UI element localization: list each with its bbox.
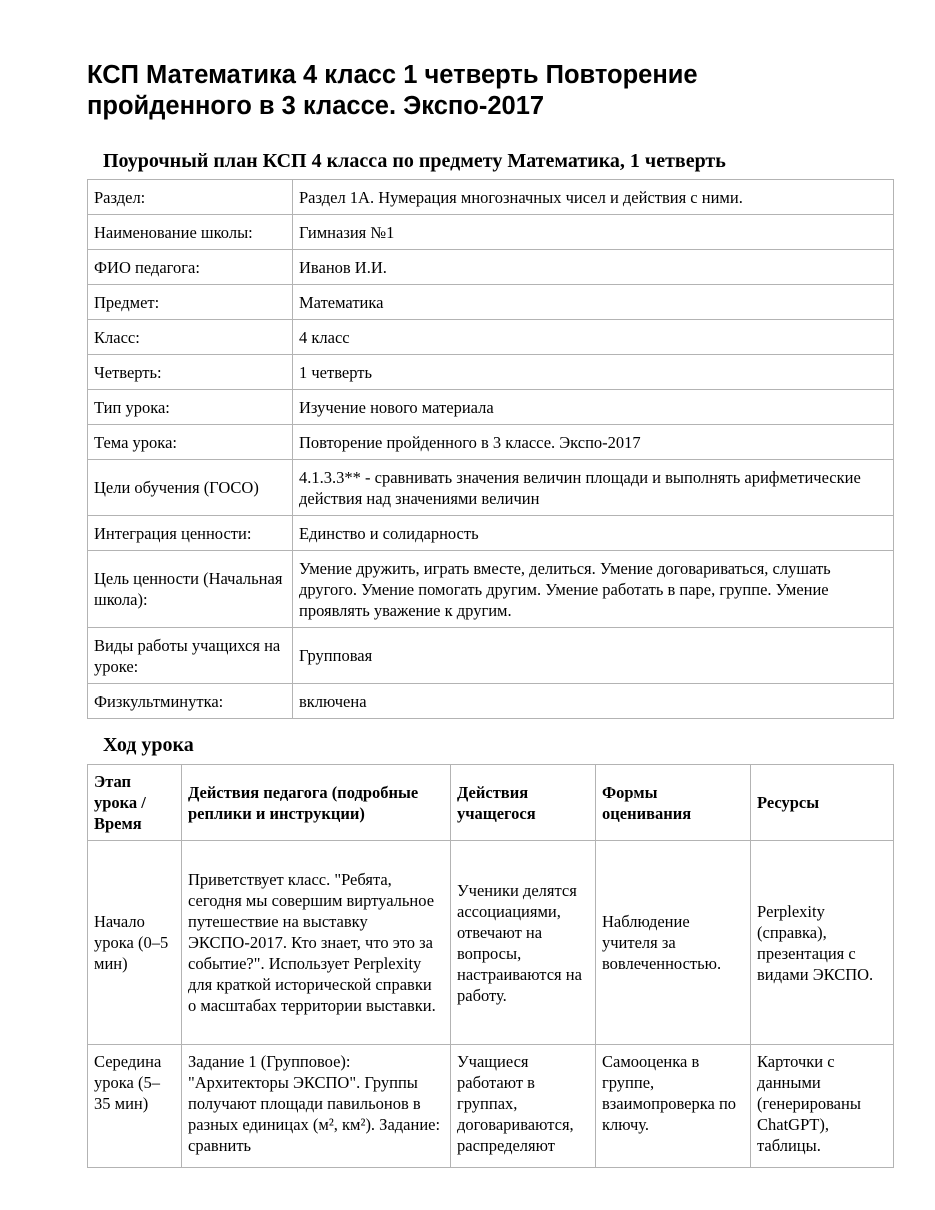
info-label: Раздел: bbox=[88, 180, 293, 215]
info-value: Групповая bbox=[293, 628, 894, 684]
info-row-school bbox=[88, 215, 894, 250]
header-stage: Этап урока / Время bbox=[88, 765, 182, 841]
info-label: Наименование школы: bbox=[88, 215, 293, 250]
info-row-exercise-break bbox=[88, 684, 894, 719]
teacher-actions-cell: Задание 1 (Групповое): "Архитекторы ЭКСПО". Группы получают площади павильонов в разных единицах (м², км²). Задание: сравнить bbox=[182, 1045, 451, 1168]
stage-cell: Середина урока (5–35 мин) bbox=[88, 1045, 182, 1168]
info-row-grade bbox=[88, 320, 894, 355]
info-value: 4 класс bbox=[293, 320, 894, 355]
info-label: Виды работы учащихся на уроке: bbox=[88, 628, 293, 684]
info-value: 1 четверть bbox=[293, 355, 894, 390]
lesson-row-middle bbox=[88, 1045, 894, 1168]
info-value: 4.1.3.3** - сравнивать значения величин площади и выполнять арифметические действия над значениями величин bbox=[293, 460, 894, 516]
info-value: Иванов И.И. bbox=[293, 250, 894, 285]
lesson-flow-table bbox=[87, 764, 894, 1168]
header-assessment: Формы оценивания bbox=[596, 765, 751, 841]
info-value: Умение дружить, играть вместе, делиться. Умение договариваться, слушать другого. Умение помогать другим. Умение работать в паре, группе. Умение проявлять уважение к другим. bbox=[293, 551, 894, 628]
info-label: Физкультминутка: bbox=[88, 684, 293, 719]
info-row-learning-goals bbox=[88, 460, 894, 516]
info-label: Четверть: bbox=[88, 355, 293, 390]
plan-heading: Поурочный план КСП 4 класса по предмету Математика, 1 четверть bbox=[103, 150, 726, 172]
header-resources: Ресурсы bbox=[751, 765, 894, 841]
lesson-info-table bbox=[87, 179, 894, 719]
info-row-section bbox=[88, 180, 894, 215]
info-label: ФИО педагога: bbox=[88, 250, 293, 285]
info-value: Раздел 1А. Нумерация многозначных чисел и действия с ними. bbox=[293, 180, 894, 215]
info-row-lesson-topic bbox=[88, 425, 894, 460]
header-student-actions: Действия учащегося bbox=[451, 765, 596, 841]
info-row-value-goal bbox=[88, 551, 894, 628]
info-label: Цель ценности (Начальная школа): bbox=[88, 551, 293, 628]
info-value: Гимназия №1 bbox=[293, 215, 894, 250]
info-label: Цели обучения (ГОСО) bbox=[88, 460, 293, 516]
student-actions-cell: Ученики делятся ассоциациями, отвечают на вопросы, настраиваются на работу. bbox=[451, 841, 596, 1045]
info-label: Тип урока: bbox=[88, 390, 293, 425]
stage-cell: Начало урока (0–5 мин) bbox=[88, 841, 182, 1045]
resources-cell: Perplexity (справка), презентация с видами ЭКСПО. bbox=[751, 841, 894, 1045]
info-row-value-integration bbox=[88, 516, 894, 551]
info-row-lesson-type bbox=[88, 390, 894, 425]
lesson-row-start bbox=[88, 841, 894, 1045]
assessment-cell: Самооценка в группе, взаимопроверка по ключу. bbox=[596, 1045, 751, 1168]
info-row-work-types bbox=[88, 628, 894, 684]
info-value: включена bbox=[293, 684, 894, 719]
lesson-header-row bbox=[88, 765, 894, 841]
info-row-quarter bbox=[88, 355, 894, 390]
teacher-actions-cell: Приветствует класс. "Ребята, сегодня мы совершим виртуальное путешествие на выставку ЭКСПО-2017. Кто знает, что это за событие?". Использует Perplexity для краткой исторической справки о масштабах территории выставки. bbox=[182, 841, 451, 1045]
info-label: Предмет: bbox=[88, 285, 293, 320]
info-label: Интеграция ценности: bbox=[88, 516, 293, 551]
student-actions-cell: Учащиеся работают в группах, договариваются, распределяют bbox=[451, 1045, 596, 1168]
info-value: Изучение нового материала bbox=[293, 390, 894, 425]
info-value: Единство и солидарность bbox=[293, 516, 894, 551]
info-label: Класс: bbox=[88, 320, 293, 355]
info-value: Повторение пройденного в 3 классе. Экспо-2017 bbox=[293, 425, 894, 460]
resources-cell: Карточки с данными (генерированы ChatGPT), таблицы. bbox=[751, 1045, 894, 1168]
info-value: Математика bbox=[293, 285, 894, 320]
header-teacher-actions: Действия педагога (подробные реплики и инструкции) bbox=[182, 765, 451, 841]
info-label: Тема урока: bbox=[88, 425, 293, 460]
info-row-teacher bbox=[88, 250, 894, 285]
document-title: КСП Математика 4 класс 1 четверть Повторение пройденного в 3 классе. Экспо-2017 bbox=[87, 61, 698, 120]
lesson-heading: Ход урока bbox=[103, 734, 194, 756]
info-row-subject bbox=[88, 285, 894, 320]
assessment-cell: Наблюдение учителя за вовлеченностью. bbox=[596, 841, 751, 1045]
